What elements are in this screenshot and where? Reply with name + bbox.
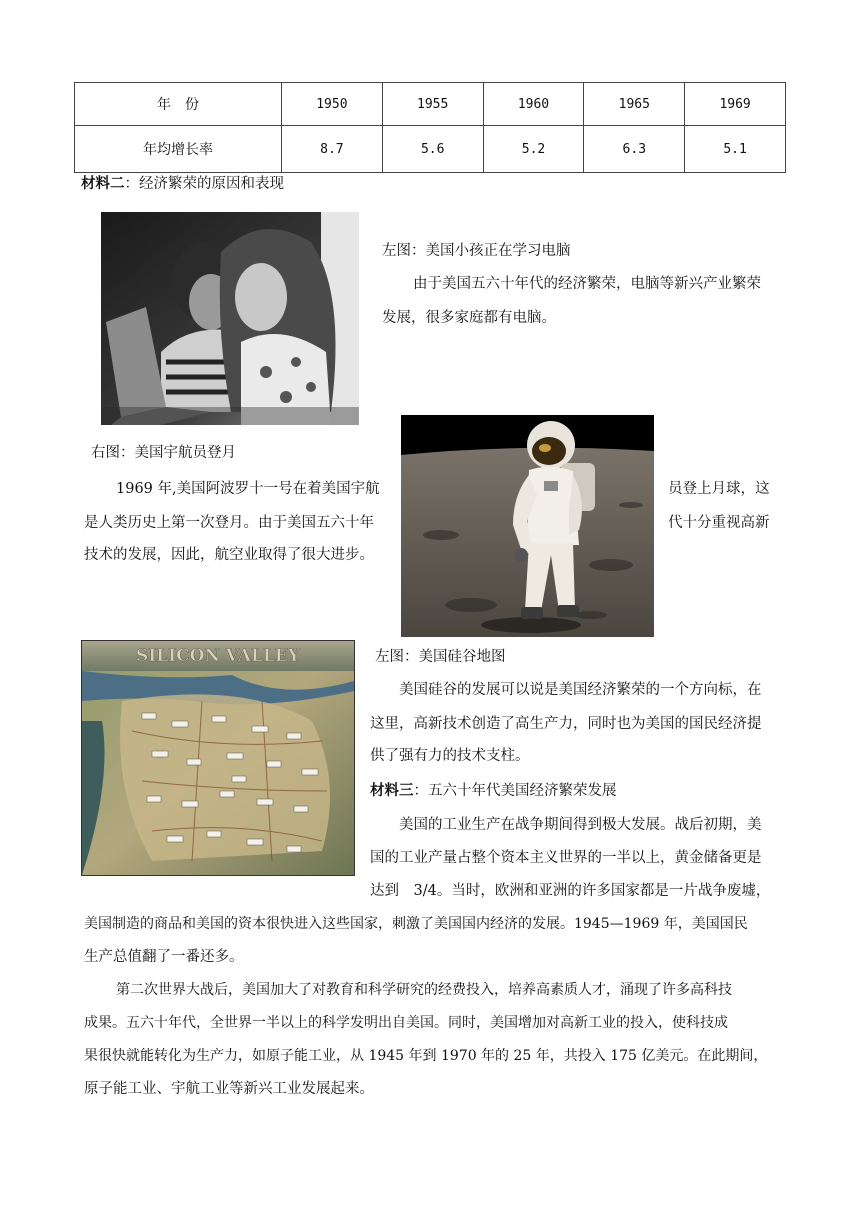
table-row — [75, 83, 786, 126]
material3-text-line: 果很快就能转化为生产力，如原子能工业，从 1945 年到 1970 年的 25 年，共投入 175 亿美元。在此期间， — [84, 1048, 768, 1064]
material3-label: 材料三 — [370, 782, 414, 799]
silicon-caption: 左图：美国硅谷地图 — [375, 649, 506, 665]
silicon-valley-map — [81, 640, 355, 876]
table-header-rate: 年均增长率 — [75, 126, 282, 173]
material2-title: ：经济繁荣的原因和表现 — [124, 176, 284, 192]
table-cell: 1969 — [685, 83, 786, 126]
table-cell: 1950 — [282, 83, 383, 126]
table-cell: 1955 — [382, 83, 483, 126]
material3-text-line: 第二次世界大战后，美国加大了对教育和科学研究的经费投入，培养高素质人才，涌现了许多高科技 — [116, 982, 732, 998]
table-cell: 5.1 — [685, 126, 786, 173]
silicon-text-line: 美国硅谷的发展可以说是美国经济繁荣的一个方向标，在 — [399, 682, 762, 698]
table-cell: 1965 — [584, 83, 685, 126]
material3-title: ：五六十年代美国经济繁荣发展 — [413, 783, 617, 799]
table-header-year: 年 份 — [75, 83, 282, 126]
material3-text-line: 达到 3/4。当时，欧洲和亚洲的许多国家都是一片战争废墟， — [370, 883, 771, 899]
moon-text-line: 技术的发展，因此，航空业取得了很大进步。 — [84, 547, 374, 563]
moon-caption: 右图：美国宇航员登月 — [91, 445, 236, 461]
moon-landing-photo — [401, 415, 654, 637]
kids-text-line: 由于美国五六十年代的经济繁荣，电脑等新兴产业繁荣 — [413, 276, 761, 292]
material2-label: 材料二 — [81, 175, 125, 192]
kids-computer-photo — [101, 212, 359, 425]
moon-text-line: 员登上月球，这 — [668, 481, 770, 497]
moon-text-line: 是人类历史上第一次登月。由于美国五六十年 — [84, 515, 374, 531]
table-cell: 1960 — [483, 83, 584, 126]
material2-heading — [81, 174, 284, 194]
material3-heading — [370, 781, 617, 801]
table-row — [75, 126, 786, 173]
material3-text-line: 美国制造的商品和美国的资本很快进入这些国家，刺激了美国国内经济的发展。1945—1969 年，美国国民 — [84, 916, 748, 932]
material3-text-line: 原子能工业、宇航工业等新兴工业发展起来。 — [84, 1081, 374, 1097]
silicon-valley-map-title: SILICON VALLEY — [136, 646, 300, 666]
growth-rate-table — [74, 82, 786, 173]
material3-text-line: 成果。五六十年代，全世界一半以上的科学发明出自美国。同时，美国增加对高新工业的投入，使科技成 — [84, 1015, 728, 1031]
table-cell: 6.3 — [584, 126, 685, 173]
kids-caption: 左图：美国小孩正在学习电脑 — [382, 243, 571, 259]
silicon-text-line: 这里，高新技术创造了高生产力，同时也为美国的国民经济提 — [370, 716, 762, 732]
material3-text-line: 生产总值翻了一番还多。 — [84, 949, 244, 965]
material3-text-line: 国的工业产量占整个资本主义世界的一半以上，黄金储备更是 — [370, 850, 762, 866]
material3-text-line: 美国的工业生产在战争期间得到极大发展。战后初期，美 — [399, 817, 762, 833]
table-cell: 8.7 — [282, 126, 383, 173]
kids-text-line: 发展，很多家庭都有电脑。 — [382, 310, 556, 326]
silicon-text-line: 供了强有力的技术支柱。 — [370, 748, 530, 764]
moon-text-line: 1969 年,美国阿波罗十一号在着美国宇航 — [116, 481, 380, 497]
moon-text-line: 代十分重视高新 — [668, 515, 770, 531]
table-cell: 5.2 — [483, 126, 584, 173]
table-cell: 5.6 — [382, 126, 483, 173]
